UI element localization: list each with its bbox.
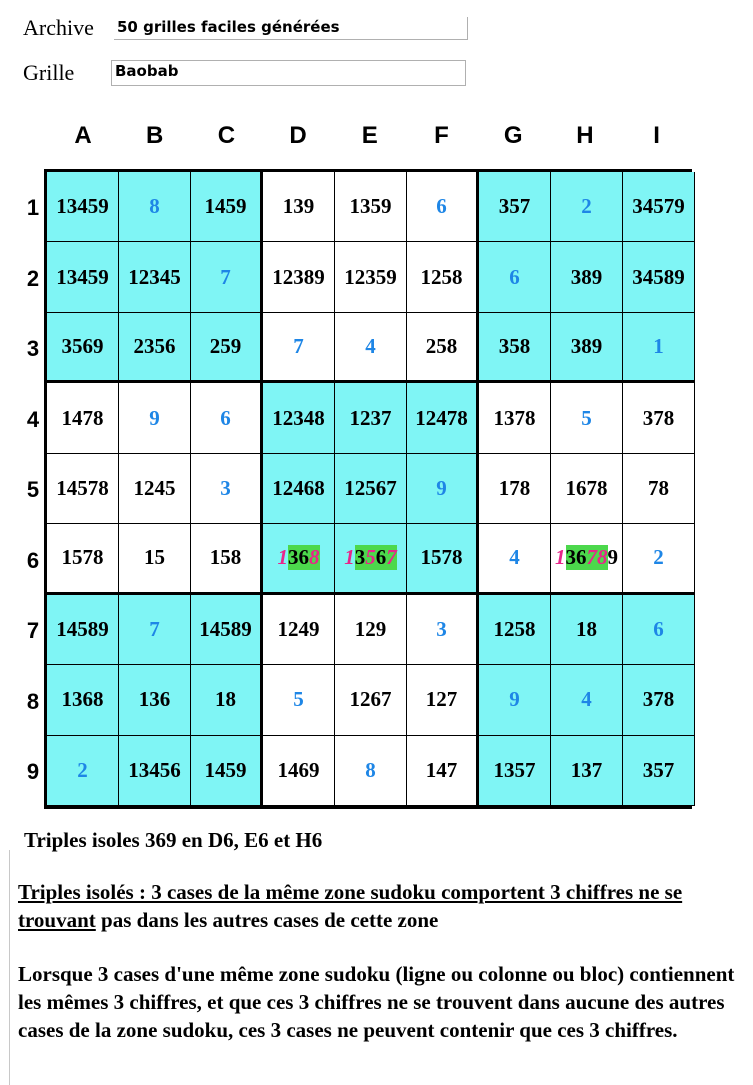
cell-f9[interactable]: 147 — [407, 736, 479, 806]
row-header-5: 5 — [26, 477, 40, 502]
cell-e4[interactable]: 1237 — [335, 383, 407, 453]
row-header-9: 9 — [26, 759, 40, 784]
cell-h6[interactable] — [551, 524, 623, 594]
cell-i7[interactable]: 6 — [623, 595, 695, 665]
grid-label: Grille — [23, 60, 75, 85]
column-header-f: F — [434, 122, 449, 149]
cell-c2[interactable]: 7 — [191, 242, 263, 312]
cell-h9[interactable]: 137 — [551, 736, 623, 806]
cell-f5[interactable]: 9 — [407, 454, 479, 524]
row-header-4: 4 — [26, 406, 40, 432]
candidate-group: 6 — [375, 545, 387, 570]
cell-a7[interactable]: 14589 — [47, 595, 119, 665]
column-header-c: C — [217, 122, 236, 149]
cell-b5[interactable]: 1245 — [119, 454, 191, 524]
row-header-8: 8 — [26, 688, 40, 714]
cell-g2[interactable]: 6 — [479, 242, 551, 312]
cell-f6[interactable]: 1578 — [407, 524, 479, 594]
candidate-group: 36 — [565, 545, 587, 570]
cell-b2[interactable]: 12345 — [119, 242, 191, 312]
cell-h8[interactable]: 4 — [551, 665, 623, 735]
row-header-3: 3 — [26, 336, 40, 361]
cell-i3[interactable]: 1 — [623, 313, 695, 383]
cell-b8[interactable]: 136 — [119, 665, 191, 735]
grid-name-field[interactable]: Baobab — [111, 60, 466, 86]
cell-h4[interactable]: 5 — [551, 383, 623, 453]
column-header-b: B — [146, 122, 164, 149]
cell-i5[interactable]: 78 — [623, 454, 695, 524]
technique-caption: Triples isoles 369 en D6, E6 et H6 — [24, 828, 323, 852]
candidate-group: 3 — [354, 545, 366, 570]
cell-g1[interactable]: 357 — [479, 172, 551, 242]
cell-b6[interactable]: 15 — [119, 524, 191, 594]
archive-label: Archive — [23, 15, 94, 40]
cell-b3[interactable]: 2356 — [119, 313, 191, 383]
column-header-i: I — [653, 122, 660, 149]
technique-definition — [18, 878, 748, 934]
cell-g6[interactable]: 4 — [479, 524, 551, 594]
cell-a9[interactable]: 2 — [47, 736, 119, 806]
cell-d8[interactable]: 5 — [263, 665, 335, 735]
cell-a2[interactable]: 13459 — [47, 242, 119, 312]
cell-a5[interactable]: 14578 — [47, 454, 119, 524]
candidate-group: 78 — [586, 545, 608, 570]
column-header-g: G — [503, 122, 523, 149]
cell-h5[interactable]: 1678 — [551, 454, 623, 524]
cell-h1[interactable]: 2 — [551, 172, 623, 242]
column-header-a: A — [74, 122, 92, 149]
cell-c3[interactable]: 259 — [191, 313, 263, 383]
cell-g5[interactable]: 178 — [479, 454, 551, 524]
cell-d4[interactable]: 12348 — [263, 383, 335, 453]
archive-field[interactable]: 50 grilles faciles générées — [114, 17, 468, 40]
cell-a3[interactable]: 3569 — [47, 313, 119, 383]
candidate-group: 1 — [344, 545, 355, 570]
cell-d9[interactable]: 1469 — [263, 736, 335, 806]
cell-g8[interactable]: 9 — [479, 665, 551, 735]
cell-a6[interactable]: 1578 — [47, 524, 119, 594]
cell-e1[interactable]: 1359 — [335, 172, 407, 242]
cell-b1[interactable]: 8 — [119, 172, 191, 242]
cell-e6[interactable] — [335, 524, 407, 594]
cell-c5[interactable]: 3 — [191, 454, 263, 524]
cell-f7[interactable]: 3 — [407, 595, 479, 665]
cell-e3[interactable]: 4 — [335, 313, 407, 383]
cell-f4[interactable]: 12478 — [407, 383, 479, 453]
cell-f3[interactable]: 258 — [407, 313, 479, 383]
definition-rest: pas dans les autres cases de cette zone — [95, 908, 439, 932]
candidate-group: 1 — [277, 545, 288, 570]
sudoku-grid — [44, 169, 692, 809]
cell-g3[interactable]: 358 — [479, 313, 551, 383]
column-header-d: D — [289, 122, 307, 149]
cell-c9[interactable]: 1459 — [191, 736, 263, 806]
cell-a4[interactable]: 1478 — [47, 383, 119, 453]
cell-e2[interactable]: 12359 — [335, 242, 407, 312]
candidate-group: 1 — [555, 545, 566, 570]
definition-underlined: Triples isolés : 3 cases de la même zone sudoku comportent 3 chiffres ne se trouvant — [18, 880, 683, 932]
row-header-7: 7 — [26, 618, 40, 643]
cell-f8[interactable]: 127 — [407, 665, 479, 735]
column-header-h: H — [576, 122, 594, 149]
cell-i8[interactable]: 378 — [623, 665, 695, 735]
candidate-group: 36 — [288, 545, 309, 570]
cell-b4[interactable]: 9 — [119, 383, 191, 453]
cell-b9[interactable]: 13456 — [119, 736, 191, 806]
cell-e5[interactable]: 12567 — [335, 454, 407, 524]
candidate-group: 8 — [309, 545, 320, 570]
cell-i2[interactable]: 34589 — [623, 242, 695, 312]
candidate-group: 7 — [386, 545, 397, 570]
cell-i9[interactable]: 357 — [623, 736, 695, 806]
cell-d7[interactable]: 1249 — [263, 595, 335, 665]
cell-c8[interactable]: 18 — [191, 665, 263, 735]
cell-h7[interactable]: 18 — [551, 595, 623, 665]
cell-f1[interactable]: 6 — [407, 172, 479, 242]
cell-c4[interactable]: 6 — [191, 383, 263, 453]
cell-e8[interactable]: 1267 — [335, 665, 407, 735]
column-header-e: E — [361, 122, 378, 149]
cell-d2[interactable]: 12389 — [263, 242, 335, 312]
cell-d5[interactable]: 12468 — [263, 454, 335, 524]
cell-h2[interactable]: 389 — [551, 242, 623, 312]
cell-g9[interactable]: 1357 — [479, 736, 551, 806]
cell-i6[interactable]: 2 — [623, 524, 695, 594]
cell-d6[interactable] — [263, 524, 335, 594]
cell-i4[interactable]: 378 — [623, 383, 695, 453]
cell-i1[interactable]: 34579 — [623, 172, 695, 242]
cell-g4[interactable]: 1378 — [479, 383, 551, 453]
row-header-2: 2 — [26, 265, 40, 291]
candidate-group: 5 — [365, 545, 376, 570]
cell-b7[interactable]: 7 — [119, 595, 191, 665]
technique-explanation: Lorsque 3 cases d'une même zone sudoku (ligne ou colonne ou bloc) contiennent les mêmes 3 chiffres, et que ces 3 chiffres ne se trouvent dans aucune des autres cases de la zone sudoku, ces 3 cases ne peuvent contenir que ces 3 chiffres. — [18, 962, 735, 1042]
cell-c7[interactable]: 14589 — [191, 595, 263, 665]
cell-e9[interactable]: 8 — [335, 736, 407, 806]
cell-d3[interactable]: 7 — [263, 313, 335, 383]
cell-h3[interactable]: 389 — [551, 313, 623, 383]
row-header-6: 6 — [26, 547, 40, 573]
cell-d1[interactable]: 139 — [263, 172, 335, 242]
cell-a1[interactable]: 13459 — [47, 172, 119, 242]
left-divider — [9, 850, 10, 1085]
candidate-group: 9 — [607, 545, 618, 570]
row-header-1: 1 — [26, 195, 40, 220]
cell-c1[interactable]: 1459 — [191, 172, 263, 242]
cell-a8[interactable]: 1368 — [47, 665, 119, 735]
cell-e7[interactable]: 129 — [335, 595, 407, 665]
cell-f2[interactable]: 1258 — [407, 242, 479, 312]
cell-g7[interactable]: 1258 — [479, 595, 551, 665]
cell-c6[interactable]: 158 — [191, 524, 263, 594]
